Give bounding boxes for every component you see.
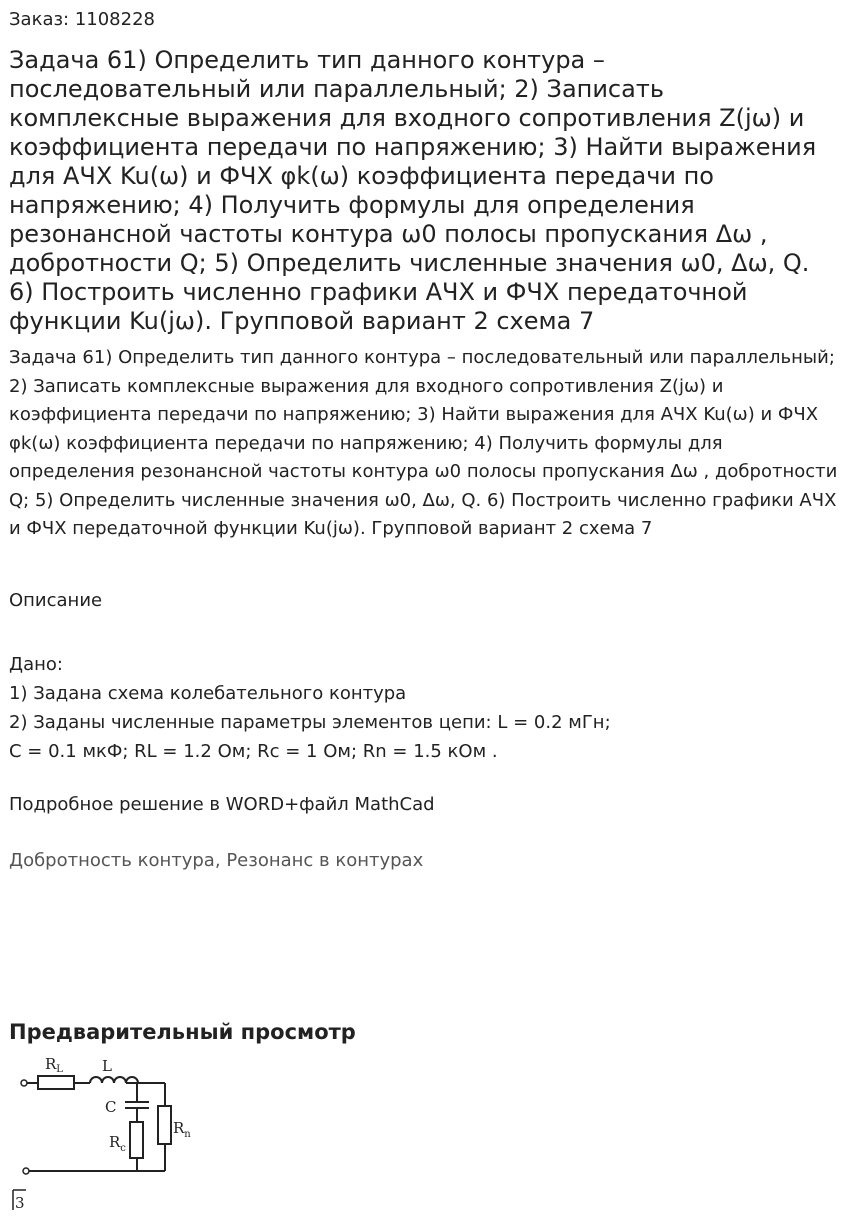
label-rc: $R_c$ (109, 1133, 126, 1154)
tag-separator: , (214, 850, 221, 871)
tags-line (9, 850, 423, 872)
tag-link-q-factor[interactable]: Добротность контура (9, 850, 215, 871)
page-number-mark: 3 (15, 1194, 25, 1212)
given-line-2: 2) Заданы численные параметры элементов цепи: L = 0.2 мГн; (9, 712, 611, 733)
page-title: Задача 61) Определить тип данного контура – последовательный или параллельный; 2) Записать комплексные выражения для входного сопротивления Z(jω) и коэффициента передачи по напряжению; 3) Найти выражения для АЧХ Ku(ω) и ФЧХ φk(ω) коэффициента передачи по напряжению; 4) Получить формулы для определения резонансной частоты контура ω0 полосы пропускания Δω , добротности Q; 5) Определить численные значения ω0, Δω, Q. 6) Построить численно графики АЧХ и ФЧХ передаточной функции Ku(jω). Групповой вариант 2 схема 7 (9, 46, 817, 335)
label-rn: $R_n$ (173, 1119, 191, 1140)
given-heading: Дано: (9, 654, 63, 675)
label-c: C (105, 1098, 117, 1116)
given-block (9, 650, 611, 766)
description-section-label: Описание (9, 590, 103, 611)
input-terminal-bottom (23, 1168, 29, 1174)
tag-link-resonance[interactable]: Резонанс в контурах (226, 850, 424, 871)
circuit-preview-image (10, 1050, 210, 1220)
circuit-diagram (10, 1050, 210, 1220)
label-rl: $R_L$ (45, 1055, 63, 1075)
solution-note: Подробное решение в WORD+файл MathCad (9, 794, 435, 815)
input-terminal-top (21, 1080, 27, 1086)
task-description: Задача 61) Определить тип данного контура – последовательный или параллельный; 2) Записать комплексные выражения для входного сопротивления Z(jω) и коэффициента передачи по напряжению; 3) Найти выражения для АЧХ Ku(ω) и ФЧХ φk(ω) коэффициента передачи по напряжению; 4) Получить формулы для определения резонансной частоты контура ω0 полосы пропускания Δω , добротности Q; 5) Определить численные значения ω0, Δω, Q. 6) Построить численно графики АЧХ и ФЧХ передаточной функции Ku(jω). Групповой вариант 2 схема 7 (9, 347, 838, 539)
label-l: L (102, 1057, 112, 1075)
resistor-rc-shape (130, 1122, 143, 1158)
given-line-1: 1) Задана схема колебательного контура (9, 683, 407, 704)
given-line-3: C = 0.1 мкФ; RL = 1.2 Ом; Rc = 1 Ом; Rn = 1.5 кОм . (9, 741, 498, 762)
resistor-rl-shape (38, 1076, 74, 1089)
resistor-rn-shape (158, 1106, 171, 1144)
preview-heading: Предварительный просмотр (9, 1020, 356, 1044)
order-number: Заказ: 1108228 (9, 9, 155, 30)
